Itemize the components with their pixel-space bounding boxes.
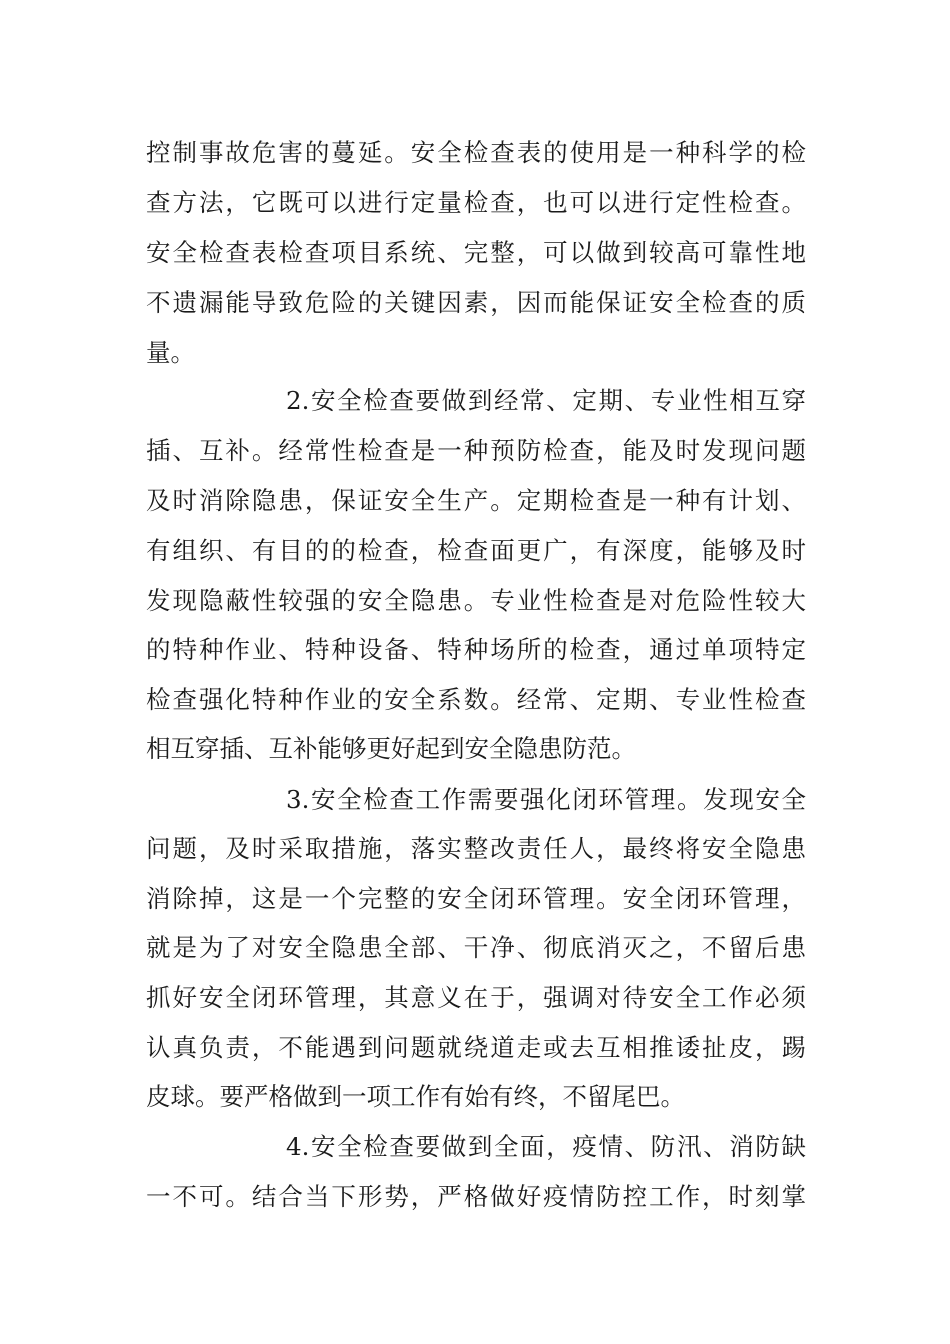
text-line: 控制事故危害的蔓延。安全检查表的使用是一种科学的检 xyxy=(146,138,806,167)
text-line: 的特种作业、特种设备、特种场所的检查，通过单项特定 xyxy=(146,635,806,664)
paragraph-heading-2: 2.安全检查要做到经常、定期、专业性相互穿 xyxy=(286,386,806,415)
text-line: 有组织、有目的的检查，检查面更广，有深度，能够及时 xyxy=(146,536,806,565)
paragraph-heading-3: 3.安全检查工作需要强化闭环管理。发现安全 xyxy=(286,785,806,814)
paragraph-heading-4: 4.安全检查要做到全面，疫情、防汛、消防缺 xyxy=(286,1132,806,1161)
text-line: 及时消除隐患，保证安全生产。定期检查是一种有计划、 xyxy=(146,486,806,515)
text-line: 抓好安全闭环管理，其意义在于，强调对待安全工作必须 xyxy=(146,983,806,1012)
text-line: 发现隐蔽性较强的安全隐患。专业性检查是对危险性较大 xyxy=(146,586,806,615)
text-line: 不遗漏能导致危险的关键因素，因而能保证安全检查的质 xyxy=(146,288,806,317)
text-line: 检查强化特种作业的安全系数。经常、定期、专业性检查 xyxy=(146,685,806,714)
text-line: 相互穿插、互补能够更好起到安全隐患防范。 xyxy=(146,734,636,763)
text-line: 量。 xyxy=(146,338,195,367)
text-line: 安全检查表检查项目系统、完整，可以做到较高可靠性地 xyxy=(146,238,806,267)
text-line: 插、互补。经常性检查是一种预防检查，能及时发现问题 xyxy=(146,436,806,465)
text-line: 皮球。要严格做到一项工作有始有终，不留尾巴。 xyxy=(146,1082,685,1111)
text-line: 认真负责，不能遇到问题就绕道走或去互相推诿扯皮，踢 xyxy=(146,1033,806,1062)
text-line: 问题，及时采取措施，落实整改责任人，最终将安全隐患 xyxy=(146,834,806,863)
text-line: 就是为了对安全隐患全部、干净、彻底消灭之，不留后患 xyxy=(146,933,806,962)
text-line: 一不可。结合当下形势，严格做好疫情防控工作，时刻掌 xyxy=(146,1182,806,1211)
text-line: 消除掉，这是一个完整的安全闭环管理。安全闭环管理， xyxy=(146,884,806,913)
text-line: 查方法，它既可以进行定量检查，也可以进行定性检查。 xyxy=(146,188,806,217)
